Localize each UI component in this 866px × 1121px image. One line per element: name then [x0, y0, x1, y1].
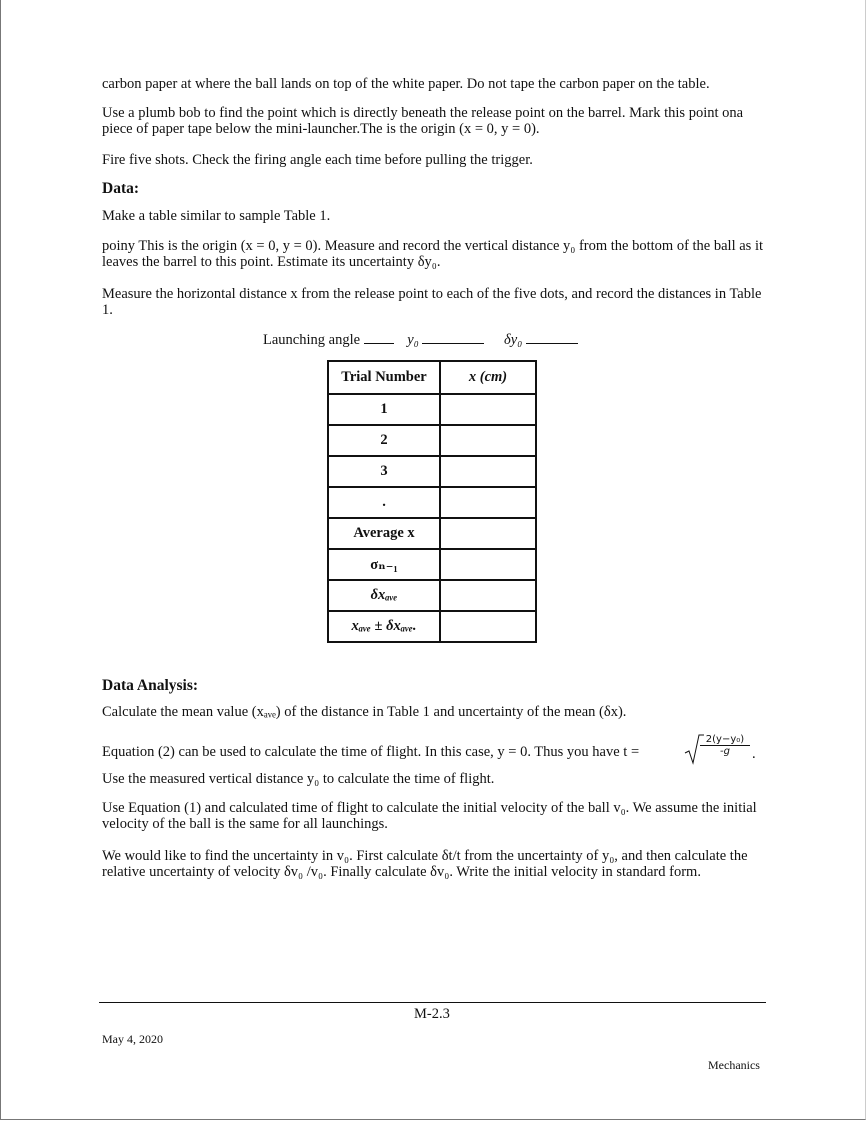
paragraph-uncertainty: We would like to find the uncertainty in v₀. First calculate δt/t from the uncertainty of y₀, and then calculate the relative uncertainty of velocity δv₀ /v₀. Finally calculate δv₀. Write the initial velocity in standard form. [102, 848, 748, 880]
table-header-row [328, 361, 536, 394]
table-row [328, 425, 536, 456]
table-row [328, 487, 536, 518]
y0-label: y₀ [407, 332, 419, 348]
dy0-blank [526, 331, 578, 344]
footer-subject: Mechanics [708, 1058, 760, 1072]
table-row [328, 611, 536, 642]
table-cell-label: xₐᵥₑ ± δxₐᵥₑ. [328, 611, 440, 642]
launch-angle-label: Launching angle [263, 332, 361, 348]
table-row [328, 580, 536, 611]
table-header-x: x (cm) [440, 361, 536, 394]
table-cell-value [440, 518, 536, 549]
paragraph-vertical-distance: Use the measured vertical distance y₀ to calculate the time of flight. [102, 771, 495, 787]
paragraph-plumb-bob: Use a plumb bob to find the point which is directly beneath the release point on the barrel. Mark this point ona piece of paper tape below the mini-launcher.The is the origin (x = 0, y = 0). [102, 105, 744, 137]
heading-data: Data: [102, 180, 140, 197]
table-cell-label: σₙ₋₁ [328, 549, 440, 580]
table-header-trial: Trial Number [328, 361, 440, 394]
footer-date: May 4, 2020 [102, 1032, 163, 1046]
table-row [328, 549, 536, 580]
table-cell-value [440, 487, 536, 518]
table-cell-value [440, 549, 536, 580]
dy0-label: δy₀ [504, 332, 523, 348]
table-cell-label: δxₐᵥₑ [328, 580, 440, 611]
footer-divider [99, 1002, 766, 1003]
table-cell-label: 2 [328, 425, 440, 456]
time-of-flight-formula [700, 734, 750, 757]
paragraph-origin: poiny This is the origin (x = 0, y = 0). Measure and record the vertical distance y₀ from the bottom of the ball as it leaves the barrel to this point. Estimate its uncertainty δy₀. [102, 238, 763, 270]
paragraph-carbon-paper: carbon paper at where the ball lands on top of the white paper. Do not tape the carbon paper on the table. [102, 76, 710, 92]
table-cell-label: 3 [328, 456, 440, 487]
formula-period: . [752, 746, 756, 762]
table-row [328, 518, 536, 549]
formula-numerator: 2(y−y₀) [700, 734, 750, 746]
paragraph-mean-value: Calculate the mean value (xₐᵥₑ) of the distance in Table 1 and uncertainty of the mean (δx). [102, 704, 627, 720]
table-cell-label: Average x [328, 518, 440, 549]
paragraph-horizontal-distance: Measure the horizontal distance x from the release point to each of the five dots, and record the distances in Table 1. [102, 286, 762, 318]
launch-angle-blank [364, 331, 394, 344]
table-cell-label: 1 [328, 394, 440, 425]
paragraph-fire-shots: Fire five shots. Check the firing angle each time before pulling the trigger. [102, 152, 533, 168]
table-cell-value [440, 611, 536, 642]
table-row [328, 456, 536, 487]
data-table [327, 360, 537, 643]
table-row [328, 394, 536, 425]
paragraph-initial-velocity: Use Equation (1) and calculated time of flight to calculate the initial velocity of the ball v₀. We assume the initial velocity of the ball is the same for all launchings. [102, 800, 757, 832]
launch-line [263, 331, 578, 349]
y0-blank [422, 331, 484, 344]
page-number: M-2.3 [414, 1006, 450, 1022]
formula-denominator: -g [720, 746, 730, 757]
paragraph-make-table: Make a table similar to sample Table 1. [102, 208, 331, 224]
heading-data-analysis: Data Analysis: [102, 677, 199, 694]
table-cell-value [440, 394, 536, 425]
table-cell-value [440, 425, 536, 456]
paragraph-equation-2: Equation (2) can be used to calculate the time of flight. In this case, y = 0. Thus you have t = [102, 744, 640, 760]
table-cell-label: . [328, 487, 440, 518]
table-cell-value [440, 580, 536, 611]
table-cell-value [440, 456, 536, 487]
